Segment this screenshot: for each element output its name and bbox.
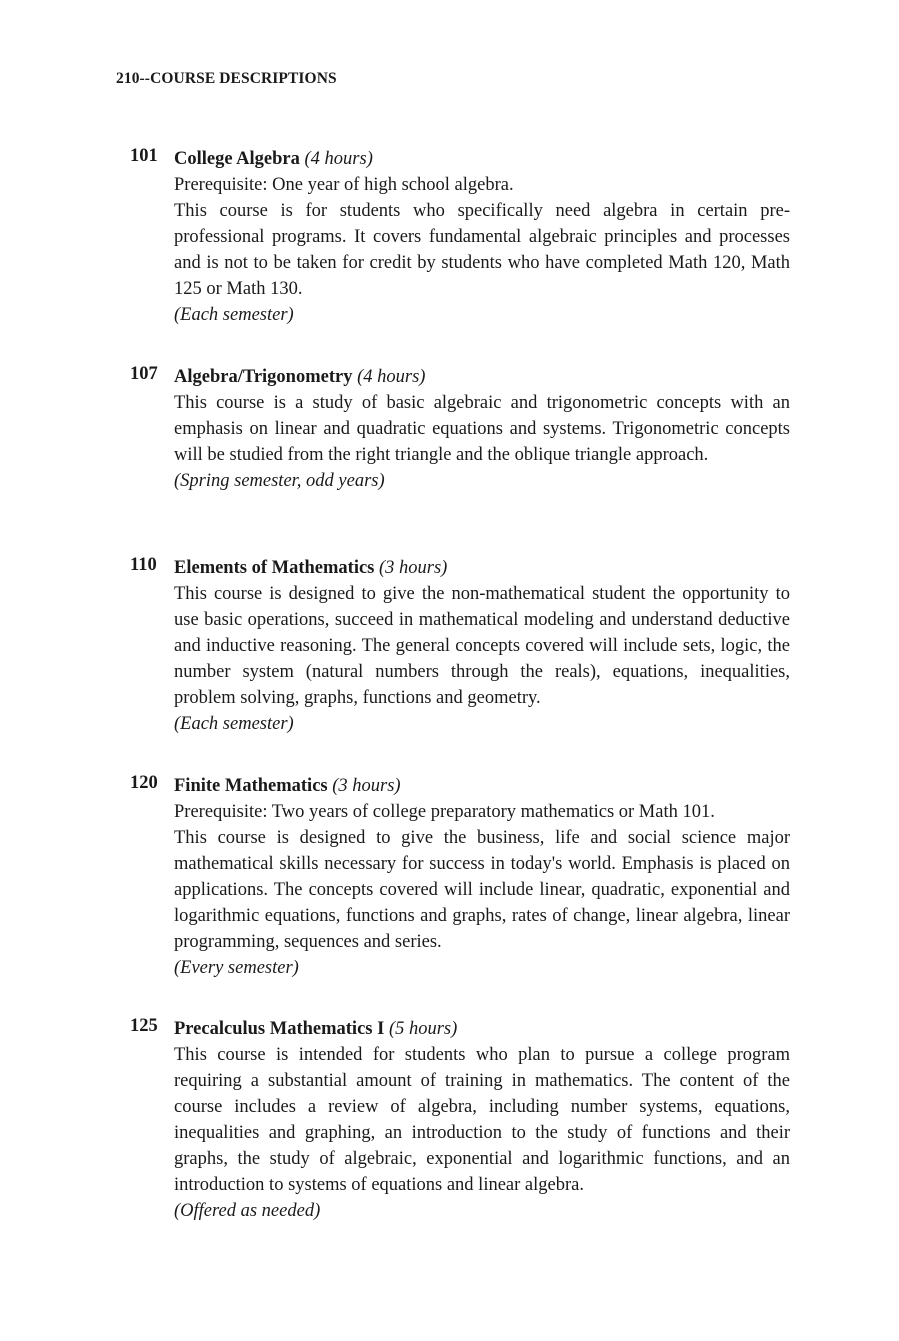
course-description: This course is for students who specifically need algebra in certain pre-professional programs. It covers fundamental algebraic principles and processes and is not to be taken for credit by students who have completed Math 120, Math 125 or Math 130. [174, 201, 790, 299]
course-offering: (Offered as needed) [174, 1201, 321, 1221]
course-hours: (5 hours) [388, 1019, 458, 1039]
course-number: 125 [130, 1016, 158, 1036]
course-entry [130, 773, 790, 981]
course-offering: (Every semester) [174, 958, 299, 978]
course-hours: (4 hours) [357, 367, 426, 387]
course-title: Elements of Mathematics [174, 558, 375, 578]
course-entry [130, 555, 790, 737]
course-offering: (Each semester) [174, 714, 294, 734]
course-entry [130, 146, 790, 328]
course-description: This course is designed to give the business, life and social science major mathematical skills necessary for success in today's world. Emphasis is placed on applications. The concepts covered will include linear, quadratic, exponential and logarithmic equations, functions and graphs, rates of change, linear algebra, linear programming, sequences and series. [174, 828, 790, 952]
course-title: Finite Mathematics [174, 776, 328, 796]
course-entry [130, 364, 790, 494]
course-title: College Algebra [174, 149, 300, 169]
course-heading [174, 773, 790, 799]
course-heading [174, 1016, 790, 1042]
course-description: This course is designed to give the non-mathematical student the opportunity to use basic operations, succeed in mathematical modeling and understand deductive and inductive reasoning. The general concepts covered will include sets, logic, the number system (natural numbers through the reals), equations, inequalities, problem solving, graphs, functions and geometry. [174, 584, 790, 708]
course-description: This course is intended for students who plan to pursue a college program requiring a substantial amount of training in mathematics. The content of the course includes a review of algebra, including number systems, equations, inequalities and graphing, an introduction to the study of functions and their graphs, the study of algebraic, exponential and logarithmic functions, and an introduction to systems of equations and linear algebra. [174, 1045, 790, 1195]
course-number: 120 [130, 773, 158, 793]
course-title: Precalculus Mathematics I [174, 1019, 385, 1039]
course-description: This course is a study of basic algebraic and trigonometric concepts with an emphasis on linear and quadratic equations and systems. Trigonometric concepts will be studied from the right triangle and the oblique triangle approach. [174, 393, 790, 465]
course-number: 107 [130, 364, 158, 384]
course-hours: (4 hours) [304, 149, 373, 169]
course-number: 101 [130, 146, 158, 166]
course-prerequisite: Prerequisite: Two years of college preparatory mathematics or Math 101. [174, 802, 715, 822]
course-title: Algebra/Trigonometry [174, 367, 353, 387]
course-entry [130, 1016, 790, 1224]
course-prerequisite: Prerequisite: One year of high school algebra. [174, 175, 514, 195]
course-hours: (3 hours) [332, 776, 401, 796]
course-heading [174, 364, 790, 390]
course-number: 110 [130, 555, 157, 575]
course-hours: (3 hours) [379, 558, 448, 578]
course-offering: (Each semester) [174, 305, 294, 325]
page-header: 210--COURSE DESCRIPTIONS [116, 70, 337, 87]
course-heading [174, 555, 790, 581]
course-offering: (Spring semester, odd years) [174, 471, 385, 491]
course-heading [174, 146, 790, 172]
